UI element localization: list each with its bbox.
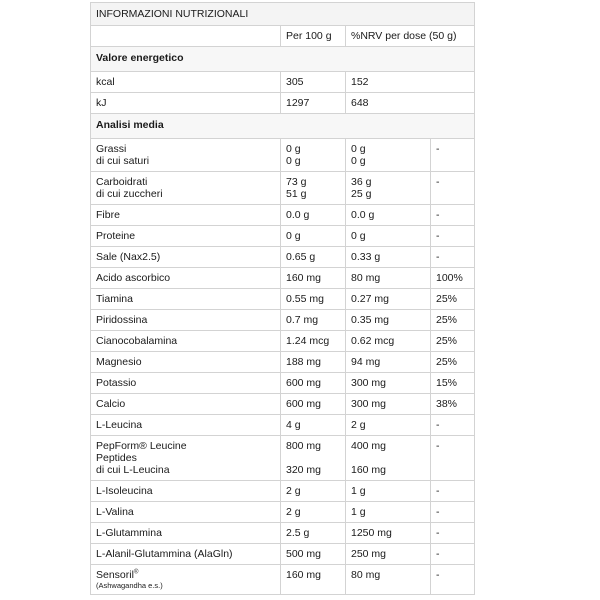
row-nrv: 100% — [431, 268, 475, 289]
section-title-energy: Valore energetico — [91, 47, 475, 72]
table-row — [91, 139, 475, 172]
table-title-row — [91, 3, 475, 26]
row-nrv: - — [431, 544, 475, 565]
table-row — [91, 310, 475, 331]
row-per100: 600 mg — [281, 394, 346, 415]
table-row — [91, 352, 475, 373]
table-row — [91, 331, 475, 352]
row-dose: 1250 mg — [346, 523, 431, 544]
row-per100: 2 g — [281, 502, 346, 523]
table-row — [91, 565, 475, 595]
row-per100: 0.55 mg — [281, 289, 346, 310]
row-dose: 152 — [346, 72, 475, 93]
section-row — [91, 47, 475, 72]
row-dose: 36 g 25 g — [346, 172, 431, 205]
row-per100: 600 mg — [281, 373, 346, 394]
row-per100: 0.0 g — [281, 205, 346, 226]
row-name: Cianocobalamina — [91, 331, 281, 352]
header-col1 — [91, 26, 281, 47]
header-nrv-dose: %NRV per dose (50 g) — [346, 26, 475, 47]
table-row — [91, 481, 475, 502]
row-dose: 648 — [346, 93, 475, 114]
row-name: Calcio — [91, 394, 281, 415]
row-dose: 0.27 mg — [346, 289, 431, 310]
row-name: Tiamina — [91, 289, 281, 310]
row-per100: 305 — [281, 72, 346, 93]
row-per100: 0 g — [281, 226, 346, 247]
section-title-analysis: Analisi media — [91, 114, 475, 139]
row-nrv: 38% — [431, 394, 475, 415]
row-dose: 94 mg — [346, 352, 431, 373]
table-row — [91, 544, 475, 565]
row-name: Proteine — [91, 226, 281, 247]
row-name: L-Leucina — [91, 415, 281, 436]
row-nrv: - — [431, 565, 475, 595]
row-dose: 80 mg — [346, 268, 431, 289]
header-per100: Per 100 g — [281, 26, 346, 47]
table-row — [91, 205, 475, 226]
row-per100: 4 g — [281, 415, 346, 436]
row-name: Grassi di cui saturi — [91, 139, 281, 172]
row-dose: 0 g — [346, 226, 431, 247]
row-dose: 0.33 g — [346, 247, 431, 268]
row-dose: 0.62 mcg — [346, 331, 431, 352]
table-row — [91, 373, 475, 394]
row-name: Sale (Nax2.5) — [91, 247, 281, 268]
table-row — [91, 415, 475, 436]
row-per100: 0.65 g — [281, 247, 346, 268]
row-per100: 500 mg — [281, 544, 346, 565]
row-name: Magnesio — [91, 352, 281, 373]
row-nrv: - — [431, 481, 475, 502]
row-name: Sensoril® (Ashwagandha e.s.) — [91, 565, 281, 595]
row-dose: 250 mg — [346, 544, 431, 565]
row-dose: 400 mg 160 mg — [346, 436, 431, 481]
row-dose: 0 g 0 g — [346, 139, 431, 172]
row-nrv: 25% — [431, 310, 475, 331]
row-per100: 2.5 g — [281, 523, 346, 544]
table-row — [91, 394, 475, 415]
table-row — [91, 289, 475, 310]
row-per100: 800 mg 320 mg — [281, 436, 346, 481]
table-row — [91, 226, 475, 247]
row-dose: 80 mg — [346, 565, 431, 595]
section-row — [91, 114, 475, 139]
row-name: kcal — [91, 72, 281, 93]
table-row — [91, 523, 475, 544]
row-per100: 73 g 51 g — [281, 172, 346, 205]
row-name: L-Isoleucina — [91, 481, 281, 502]
row-per100: 160 mg — [281, 565, 346, 595]
row-nrv: - — [431, 205, 475, 226]
row-dose: 300 mg — [346, 394, 431, 415]
row-nrv: - — [431, 226, 475, 247]
row-per100: 1297 — [281, 93, 346, 114]
row-per100: 2 g — [281, 481, 346, 502]
row-per100: 188 mg — [281, 352, 346, 373]
table-row — [91, 436, 475, 481]
nutrition-table-container — [90, 2, 474, 595]
row-dose: 0.35 mg — [346, 310, 431, 331]
table-title: INFORMAZIONI NUTRIZIONALI — [91, 3, 475, 26]
row-nrv: - — [431, 502, 475, 523]
table-row — [91, 93, 475, 114]
row-dose: 0.0 g — [346, 205, 431, 226]
row-dose: 300 mg — [346, 373, 431, 394]
table-row — [91, 502, 475, 523]
row-dose: 1 g — [346, 481, 431, 502]
row-nrv: - — [431, 415, 475, 436]
row-name: kJ — [91, 93, 281, 114]
row-nrv: - — [431, 139, 475, 172]
table-header-row — [91, 26, 475, 47]
row-per100: 0.7 mg — [281, 310, 346, 331]
row-per100: 160 mg — [281, 268, 346, 289]
row-per100: 1.24 mcg — [281, 331, 346, 352]
row-nrv: - — [431, 247, 475, 268]
row-name: Piridossina — [91, 310, 281, 331]
row-nrv: 25% — [431, 352, 475, 373]
table-row — [91, 268, 475, 289]
row-name: PepForm® Leucine Peptides di cui L-Leucina — [91, 436, 281, 481]
table-row — [91, 247, 475, 268]
row-nrv: 15% — [431, 373, 475, 394]
row-dose: 2 g — [346, 415, 431, 436]
row-name: Acido ascorbico — [91, 268, 281, 289]
row-nrv: - — [431, 172, 475, 205]
table-row — [91, 72, 475, 93]
row-name: L-Glutammina — [91, 523, 281, 544]
row-name: Potassio — [91, 373, 281, 394]
row-nrv: 25% — [431, 331, 475, 352]
row-nrv: 25% — [431, 289, 475, 310]
row-name: Carboidrati di cui zuccheri — [91, 172, 281, 205]
nutrition-table — [90, 2, 475, 595]
row-name: L-Alanil-Glutammina (AlaGln) — [91, 544, 281, 565]
row-nrv: - — [431, 436, 475, 481]
row-dose: 1 g — [346, 502, 431, 523]
row-nrv: - — [431, 523, 475, 544]
row-per100: 0 g 0 g — [281, 139, 346, 172]
row-name: Fibre — [91, 205, 281, 226]
row-name: L-Valina — [91, 502, 281, 523]
table-row — [91, 172, 475, 205]
